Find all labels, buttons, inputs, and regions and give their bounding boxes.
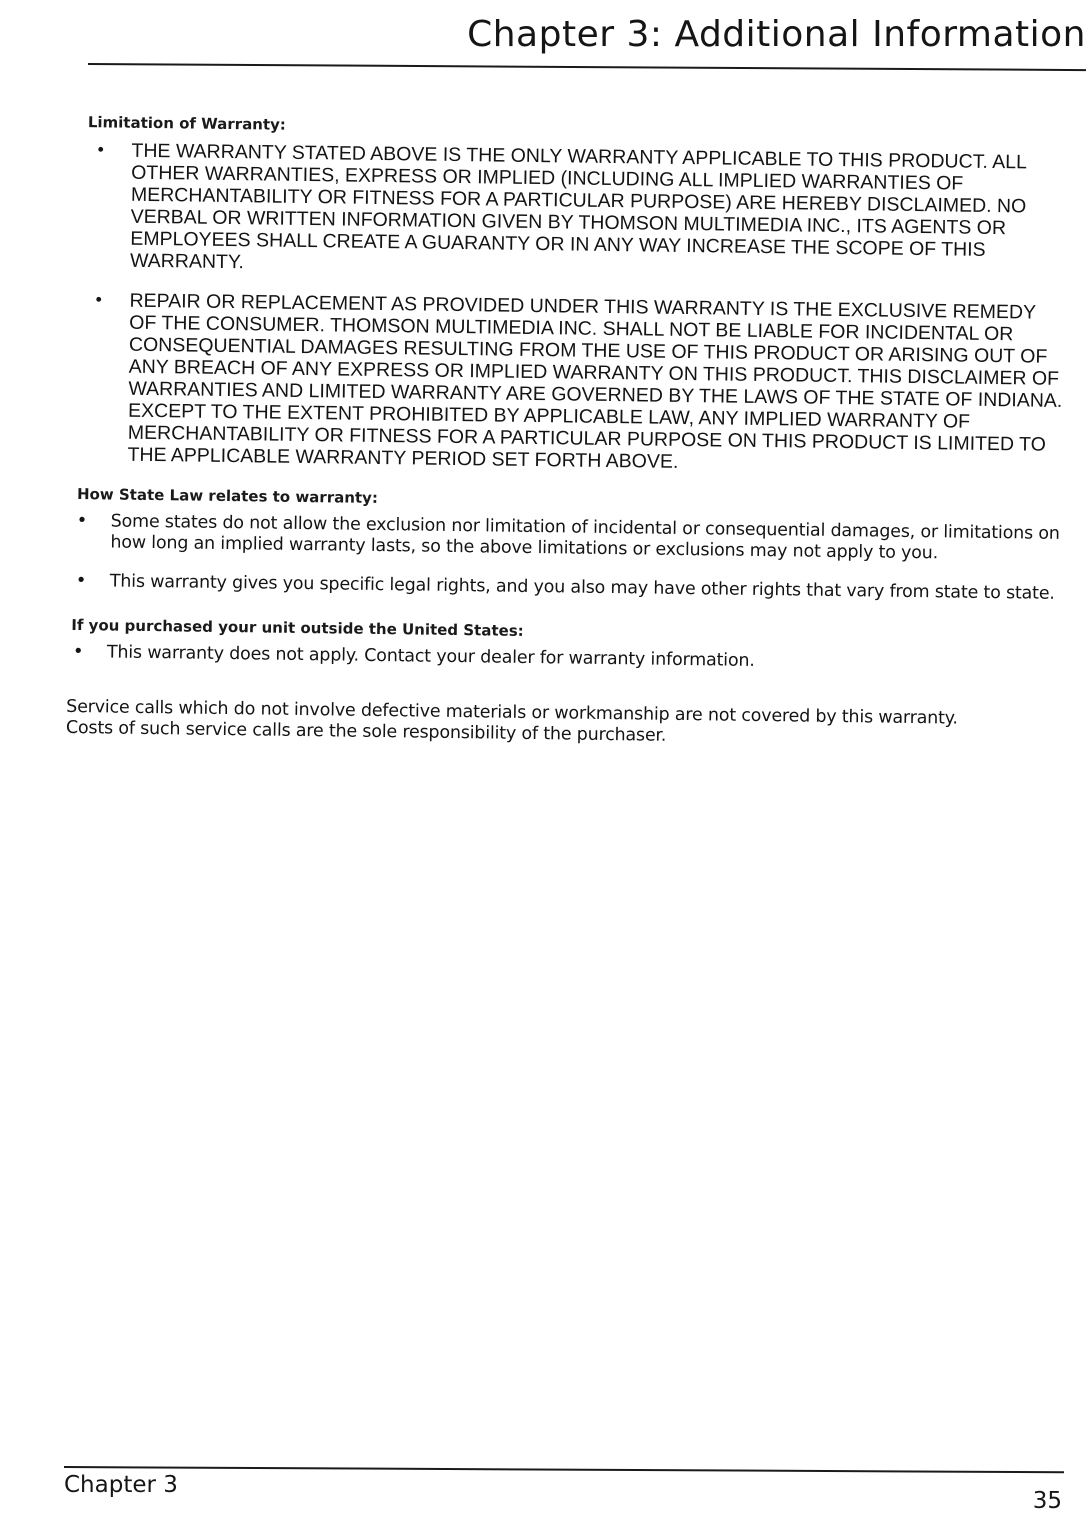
footer-divider (64, 1466, 1064, 1473)
section-heading: If you purchased your unit outside the United States: (71, 615, 524, 640)
list-item (70, 511, 1060, 566)
header-divider (88, 63, 1086, 71)
bullet-icon: • (95, 289, 103, 310)
list-item (86, 139, 1066, 284)
section-heading: How State Law relates to warranty: (76, 485, 379, 507)
bullet-icon: • (75, 570, 87, 592)
limitation-of-warranty-section (71, 113, 1066, 478)
bullet-list (69, 642, 1059, 676)
list-item-text: Some states do not allow the exclusion nor limitation of incidental or consequential damages, or limitations on how long an implied warranty lasts, so the above limitations or exclusions may not apply to you. (110, 511, 1060, 564)
state-law-section (70, 485, 1061, 605)
list-item (70, 571, 1060, 605)
chapter-title: Chapter 3: Additional Information (467, 14, 1086, 55)
bullet-icon: • (76, 510, 88, 532)
list-item (83, 289, 1063, 478)
page-content (65, 113, 1066, 769)
list-item (69, 642, 1059, 676)
list-item-text: THE WARRANTY STATED ABOVE IS THE ONLY WARRANTY APPLICABLE TO THIS PRODUCT. ALL OTHER WARRANTIES, EXPRESS OR IMPLIED (INCLUDING ALL IMPLIED WARRANTIES OF MERCHANTABILITY OR FITNESS FOR A PARTICULAR PURPOSE) ARE HEREBY DISCLAIMED. NO VERBAL OR WRITTEN INFORMATION GIVEN BY THOMSON MULTIMEDIA INC., ITS AGENTS OR EMPLOYEES SHALL CREATE A GUARANTY OR IN ANY WAY INCREASE THE SCOPE OF THIS WARRANTY. (129, 139, 1027, 274)
section-heading: Limitation of Warranty: (87, 113, 286, 134)
bullet-list (70, 511, 1061, 605)
page-number: 35 (1032, 1488, 1062, 1514)
bullet-icon: • (72, 641, 84, 663)
bullet-icon: • (97, 139, 104, 160)
list-item-text: This warranty gives you specific legal rights, and you also may have other rights that vary from state to state. (109, 571, 1055, 604)
outside-us-section (69, 616, 1060, 676)
service-calls-paragraph: Service calls which do not involve defective materials or workmanship are not covered by this warranty. Costs of such service calls are the sole responsibility of the purchaser. (65, 696, 958, 746)
bullet-list (71, 139, 1065, 478)
footer-chapter-label: Chapter 3 (64, 1472, 178, 1498)
list-item-text: This warranty does not apply. Contact your dealer for warranty information. (106, 642, 755, 671)
list-item-text: REPAIR OR REPLACEMENT AS PROVIDED UNDER THIS WARRANTY IS THE EXCLUSIVE REMEDY OF THE CONSUMER. THOMSON MULTIMEDIA INC. SHALL NOT BE LIABLE FOR INCIDENTAL OR CONSEQUENTIAL DAMAGES RESULTING FROM THE USE OF THIS PRODUCT OR ARISING OUT OF ANY BREACH OF ANY EXPRESS OR IMPLIED WARRANTY ON THIS PRODUCT. THIS DISCLAIMER OF WARRANTIES AND LIMITED WARRANTY ARE GOVERNED BY THE LAWS OF THE STATE OF INDIANA. EXCEPT TO THE EXTENT PROHIBITED BY APPLICABLE LAW, ANY IMPLIED WARRANTY OF MERCHANTABILITY OR FITNESS FOR A PARTICULAR PURPOSE ON THIS PRODUCT IS LIMITED TO THE APPLICABLE WARRANTY PERIOD SET FORTH ABOVE. (127, 289, 1063, 473)
